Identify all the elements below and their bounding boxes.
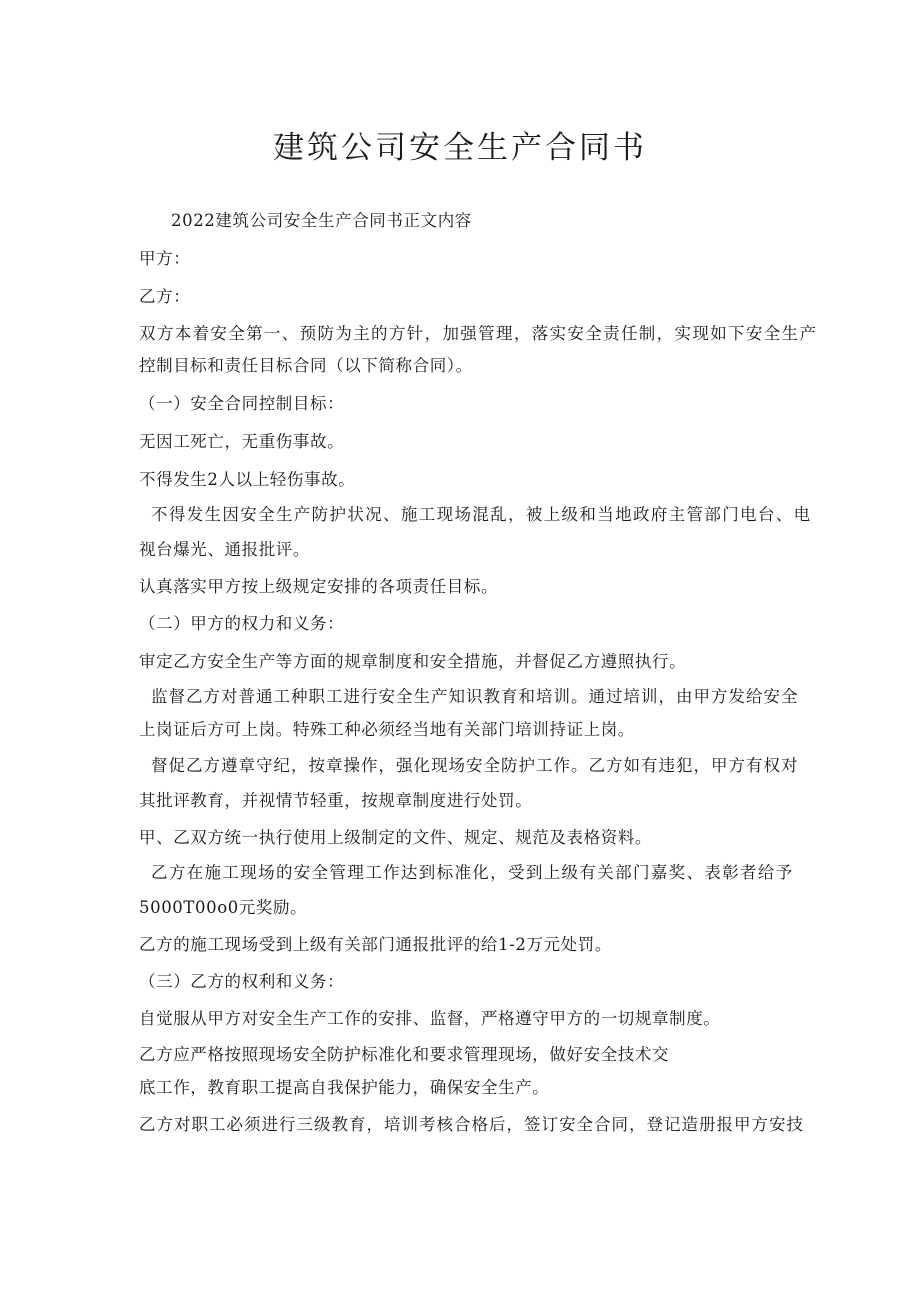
- section-heading: （一）安全合同控制目标：: [139, 394, 345, 413]
- paragraph-line: 认真落实甲方按上级规定安排的各项责任目标。: [139, 577, 499, 596]
- paragraph-line: 督促乙方遵章守纪，按章操作，强化现场安全防护工作。乙方如有违犯，甲方有权对: [151, 756, 799, 775]
- paragraph-line: 甲、乙双方统一执行使用上级制定的文件、规定、规范及表格资料。: [139, 828, 652, 847]
- paragraph-line: 不得发生因安全生产防护状况、施工现场混乱，被上级和当地政府主管部门电台、电: [151, 505, 812, 524]
- paragraph-line: 乙方的施工现场受到上级有关部门通报批评的给1-2万元处罚。: [139, 935, 612, 954]
- paragraph-line: 控制目标和责任目标合同（以下简称合同）。: [139, 356, 473, 375]
- paragraph-line: 5000T00o0元奖励。: [139, 898, 308, 917]
- paragraph-line: 乙方应严格按照现场安全防护标准化和要求管理现场，做好安全技术交: [139, 1045, 670, 1064]
- paragraph-line: 底工作，教育职工提高自我保护能力，确保安全生产。: [139, 1078, 550, 1097]
- section-heading: （三）乙方的权利和义务：: [139, 972, 345, 991]
- subtitle-line: 2022建筑公司安全生产合同书正文内容: [171, 211, 472, 230]
- paragraph-line: 审定乙方安全生产等方面的规章制度和安全措施，并督促乙方遵照执行。: [139, 652, 687, 671]
- paragraph-line: 上岗证后方可上岗。特殊工种必须经当地有关部门培训持证上岗。: [139, 720, 635, 739]
- party-b-line: 乙方：: [139, 287, 191, 306]
- paragraph-line: 监督乙方对普通工种职工进行安全生产知识教育和培训。通过培训，由甲方发给安全: [151, 687, 799, 706]
- paragraph-line: 视台爆光、通报批评。: [139, 540, 310, 559]
- paragraph-line: 双方本着安全第一、预防为主的方针，加强管理，落实安全责任制，实现如下安全生产: [139, 324, 818, 343]
- paragraph-line: 乙方在施工现场的安全管理工作达到标准化，受到上级有关部门嘉奖、表彰者给予: [151, 863, 794, 882]
- section-heading: （二）甲方的权力和义务：: [139, 614, 345, 633]
- paragraph-line: 其批评教育，并视情节轻重，按规章制度进行处罚。: [139, 791, 533, 810]
- paragraph-line: 不得发生2人以上轻伤事故。: [139, 470, 356, 489]
- document-title: 建筑公司安全生产合同书: [273, 130, 647, 166]
- party-a-line: 甲方：: [139, 249, 191, 268]
- paragraph-line: 自觉服从甲方对安全生产工作的安排、监督，严格遵守甲方的一切规章制度。: [139, 1009, 721, 1028]
- paragraph-line: 无因工死亡，无重伤事故。: [139, 432, 345, 451]
- paragraph-line: 乙方对职工必须进行三级教育，培训考核合格后，签订安全合同，登记造册报甲方安技: [139, 1115, 804, 1134]
